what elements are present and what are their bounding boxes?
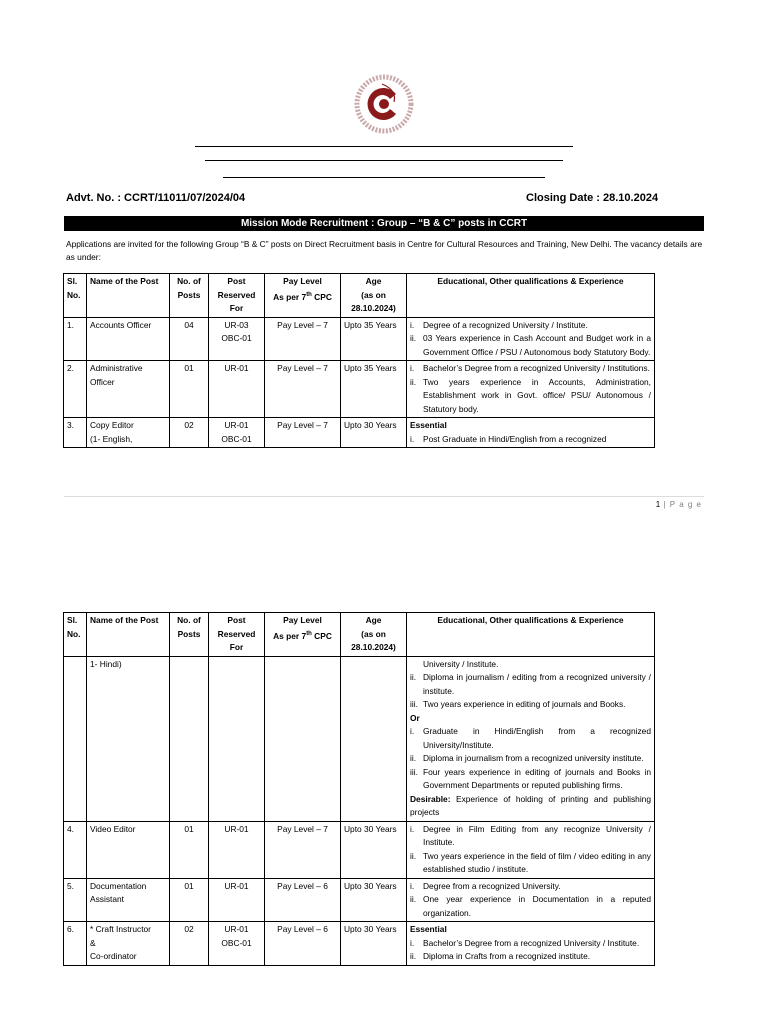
table-header-row: [64, 274, 655, 318]
row-pay: Pay Level – 7: [265, 317, 341, 361]
row-age: Upto 30 Years: [341, 922, 407, 966]
row-post-name: Administrative Officer: [87, 361, 170, 418]
list-item: ii. 03 Years experience in Cash Account and Budget work in a Government Office / PSU / Autonomous body Statutory Body.: [410, 333, 651, 357]
list-item: ii. One year experience in Documentation in a reputed organization.: [410, 894, 651, 918]
list-item: ii. Two years experience in Accounts, Administration, Establishment work in Govt. office/ PSU/ Autonomous / Statutory body.: [410, 376, 651, 414]
header-pay: Pay Level As per 7th CPC: [265, 274, 341, 318]
row-post-name: Accounts Officer: [87, 317, 170, 361]
vacancy-table-part-1: [63, 273, 655, 448]
row-qualifications: Essential i. Post Graduate in Hindi/English from a recognized: [407, 418, 655, 448]
list-item: i. Post Graduate in Hindi/English from a recognized: [410, 433, 607, 444]
row-reserved: UR-01 OBC-01: [209, 922, 265, 966]
row-age: Upto 35 Years: [341, 361, 407, 418]
row-pay: Pay Level – 6: [265, 922, 341, 966]
list-item: i. Graduate in Hindi/English from a recognized University/Institute.: [410, 726, 651, 750]
row-reserved: [209, 656, 265, 821]
row-qualifications: [407, 317, 655, 361]
table-row: [64, 656, 655, 821]
header-sl: Sl. No.: [64, 613, 87, 657]
row-pay: [265, 656, 341, 821]
row-age: Upto 30 Years: [341, 418, 407, 448]
row-post-name: 1- Hindi): [87, 656, 170, 821]
list-item: ii. Diploma in Crafts from a recognized institute.: [410, 951, 591, 961]
row-pay: Pay Level – 7: [265, 361, 341, 418]
row-qualifications: [407, 821, 655, 878]
document-page-2: [0, 540, 768, 1024]
row-age: Upto 30 Years: [341, 821, 407, 878]
list-item: ii. Diploma in journalism / editing from a recognized university / institute.: [410, 672, 651, 696]
list-item: ii. Two years experience in the field of film / video editing in any established studio / institute.: [410, 850, 651, 874]
row-pay: Pay Level – 7: [265, 821, 341, 878]
recruitment-banner: Mission Mode Recruitment : Group – “B & C” posts in CCRT: [64, 216, 704, 231]
header-rule-3: [223, 177, 545, 178]
page-number: 1 | P a g e: [655, 500, 702, 509]
header-pay: Pay Level As per 7th CPC: [265, 613, 341, 657]
header-name: Name of the Post: [87, 274, 170, 318]
row-sl: 4.: [64, 821, 87, 878]
table-row: [64, 878, 655, 922]
header-rule-1: [195, 146, 573, 147]
header-age: Age (as on 28.10.2024): [341, 613, 407, 657]
table-row: [64, 317, 655, 361]
ccrt-emblem-icon: [352, 72, 416, 136]
list-item: i. Degree from a recognized University.: [410, 880, 561, 891]
row-pay: Pay Level – 7: [265, 418, 341, 448]
table-row: [64, 418, 655, 448]
row-sl: 5.: [64, 878, 87, 922]
row-sl: [64, 656, 87, 821]
intro-paragraph: Applications are invited for the following Group “B & C” posts on Direct Recruitment basis in Centre for Cultural Resources and Training, New Delhi. The vacancy details are as under:: [66, 239, 703, 262]
row-age: Upto 30 Years: [341, 878, 407, 922]
row-sl: 1.: [64, 317, 87, 361]
row-post-name: Documentation Assistant: [87, 878, 170, 922]
row-posts: [170, 656, 209, 821]
header-edu: Educational, Other qualifications & Experience: [407, 613, 655, 657]
table-row: [64, 361, 655, 418]
list-item: i. Degree in Film Editing from any recognize University / Institute.: [410, 823, 651, 847]
list-item: ii. Diploma in journalism from a recognized university institute.: [410, 753, 644, 763]
header-reserved: Post Reserved For: [209, 274, 265, 318]
row-posts: 02: [170, 922, 209, 966]
row-qualifications: [407, 878, 655, 922]
row-age: Upto 35 Years: [341, 317, 407, 361]
list-item: iii. Two years experience in editing of journals and Books.: [410, 699, 626, 709]
row-age: [341, 656, 407, 821]
footer-rule: [64, 496, 704, 497]
row-post-name: Video Editor: [87, 821, 170, 878]
row-reserved: UR-01: [209, 361, 265, 418]
row-sl: 2.: [64, 361, 87, 418]
closing-date: Closing Date : 28.10.2024: [526, 192, 659, 204]
row-posts: 01: [170, 878, 209, 922]
header-sl: Sl. No.: [64, 274, 87, 318]
header-rule-2: [205, 160, 563, 161]
row-post-name: Copy Editor (1- English,: [87, 418, 170, 448]
table-row: [64, 922, 655, 966]
header-name: Name of the Post: [87, 613, 170, 657]
row-qualifications: Essential i. Bachelor’s Degree from a recognized University / Institute. ii. Diploma in Crafts from a recognized institute.: [407, 922, 655, 966]
table-header-row: [64, 613, 655, 657]
vacancy-table-part-2: [63, 612, 655, 966]
row-posts: 02: [170, 418, 209, 448]
row-qualifications: University / Institute. ii. Diploma in journalism / editing from a recognized university / institute. iii. Two years experience in editing of journals and Books. Or i. Graduate in Hindi/English from a recognized University/Institute. ii. Diploma in journalism from a recognized university institute. iii. Four years experience in editing of journals and Books in Government Departments or reputed publishing firms. Desirable: Experience of holding of printing and publishing projects: [407, 656, 655, 821]
table-row: [64, 821, 655, 878]
row-sl: 3.: [64, 418, 87, 448]
row-reserved: UR-03 OBC-01: [209, 317, 265, 361]
header-reserved: Post Reserved For: [209, 613, 265, 657]
header-age: Age (as on 28.10.2024): [341, 274, 407, 318]
row-reserved: UR-01: [209, 821, 265, 878]
row-sl: 6.: [64, 922, 87, 966]
advertisement-number: Advt. No. : CCRT/11011/07/2024/04: [66, 192, 246, 204]
header-posts: No. of Posts: [170, 613, 209, 657]
list-item: i. Bachelor’s Degree from a recognized University / Institutions.: [410, 363, 650, 373]
row-reserved: UR-01 OBC-01: [209, 418, 265, 448]
row-qualifications: [407, 361, 655, 418]
list-item: i. Degree of a recognized University / Institute.: [410, 319, 588, 330]
row-reserved: UR-01: [209, 878, 265, 922]
row-post-name: * Craft Instructor & Co-ordinator: [87, 922, 170, 966]
list-item: i. Bachelor’s Degree from a recognized University / Institute.: [410, 937, 640, 948]
page-gap: [0, 520, 768, 540]
row-pay: Pay Level – 6: [265, 878, 341, 922]
row-posts: 01: [170, 821, 209, 878]
header-posts: No. of Posts: [170, 274, 209, 318]
list-item: iii. Four years experience in editing of journals and Books in Government Departments or reputed publishing firms.: [410, 766, 651, 790]
header-edu: Educational, Other qualifications & Experience: [407, 274, 655, 318]
row-posts: 01: [170, 361, 209, 418]
row-posts: 04: [170, 317, 209, 361]
